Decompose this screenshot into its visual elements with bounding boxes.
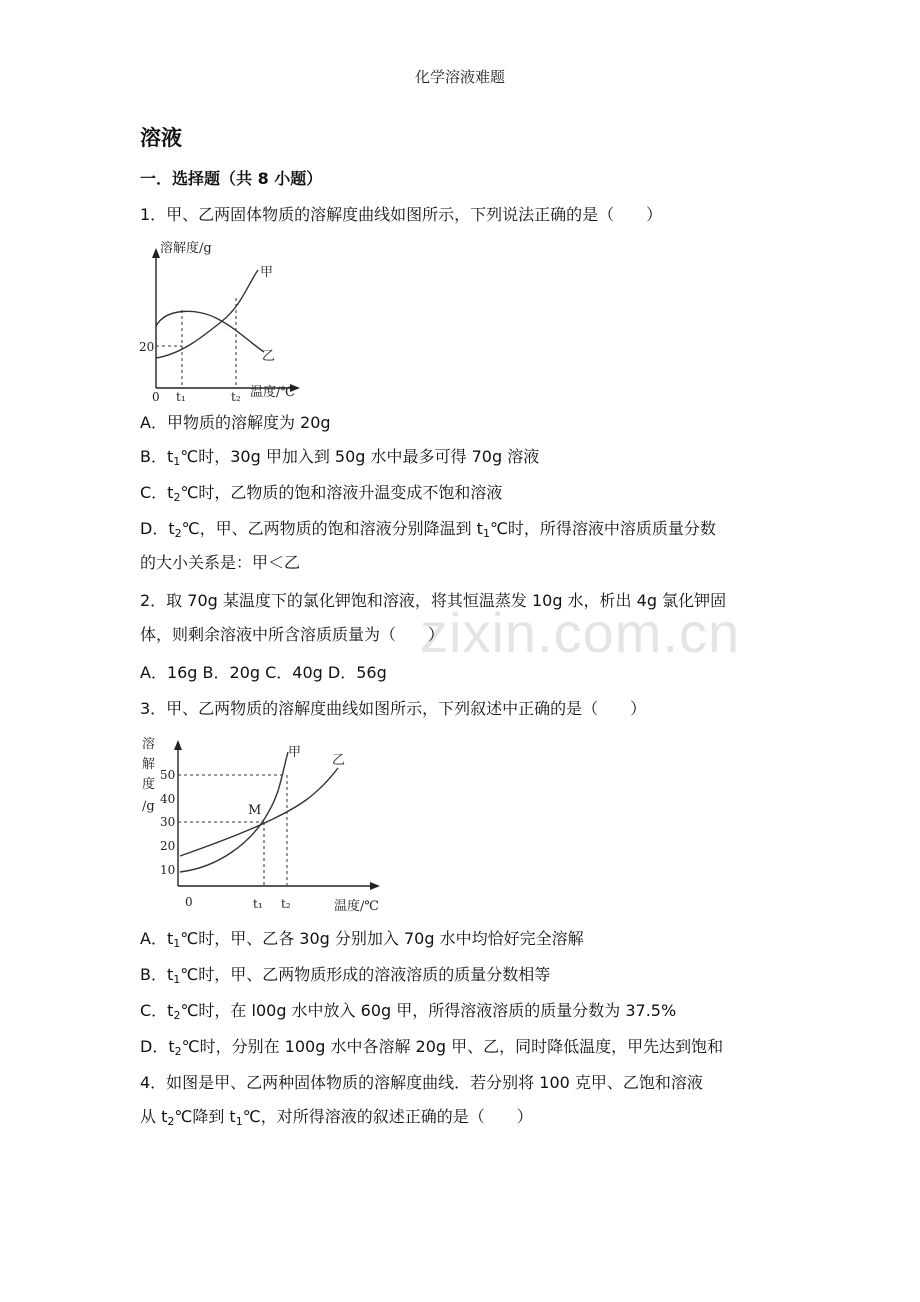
- q3-option-b: B．$t_1℃$时，甲、乙两物质形成的溶液溶质的质量分数相等: [140, 965, 551, 986]
- q4-stem-line1: 4．如图是甲、乙两种固体物质的溶解度曲线．若分别将 100 克甲、乙饱和溶液: [140, 1073, 703, 1092]
- q1-xlabel: 温度/℃: [250, 385, 295, 400]
- q3-ytick-50: 50: [160, 768, 176, 782]
- q1-x-t1: t₁: [176, 390, 186, 404]
- q3-x-t1: t₁: [253, 897, 263, 911]
- q1-x-t2: t₂: [231, 390, 241, 404]
- q3-curve-a-label: 甲: [288, 745, 302, 760]
- q3-figure: [140, 732, 390, 921]
- q1-curve-a-label: 甲: [260, 265, 274, 280]
- q3-ylabel-4: /g: [142, 799, 155, 814]
- q3-point-m: M: [248, 803, 262, 818]
- q3-option-c: C．$t_2℃$时，在 l00g 水中放入 60g 甲，所得溶液溶质的质量分数为 37.5%: [140, 1001, 677, 1022]
- q3-ylabel-3: 度: [142, 777, 156, 792]
- q1-ylabel: 溶解度/g: [160, 241, 212, 256]
- q3-curve-b-label: 乙: [332, 753, 346, 768]
- q3-ytick-20: 20: [160, 839, 176, 853]
- q1-option-c: C．$t_2℃$时，乙物质的饱和溶液升温变成不饱和溶液: [140, 483, 503, 504]
- q3-x-t2: t₂: [281, 897, 291, 911]
- q3-option-d: D．$t_2℃$时，分别在 100g 水中各溶解 20g 甲、乙，同时降低温度，甲先达到饱和: [140, 1037, 724, 1058]
- q1-stem: 1．甲、乙两固体物质的溶解度曲线如图所示，下列说法正确的是（ ）: [140, 205, 663, 224]
- q2-stem-line1: 2．取 70g 某温度下的氯化钾饱和溶液，将其恒温蒸发 10g 水，析出 4g 氯化钾固: [140, 591, 727, 610]
- q3-stem: 3．甲、乙两物质的溶解度曲线如图所示，下列叙述中正确的是（ ）: [140, 699, 647, 718]
- q3-ylabel-1: 溶: [142, 737, 156, 752]
- q3-origin: 0: [185, 895, 193, 909]
- q3-ytick-40: 40: [160, 792, 176, 806]
- q3-ytick-30: 30: [160, 815, 176, 829]
- q1-ytick: 20: [139, 340, 155, 354]
- q1-option-d: D．$t_2℃$，甲、乙两物质的饱和溶液分别降温到 $t_1℃$时，所得溶液中溶质质量分数: [140, 519, 716, 540]
- q3-option-a: A．$t_1℃$时，甲、乙各 30g 分别加入 70g 水中均恰好完全溶解: [140, 929, 584, 950]
- section-title: 溶液: [140, 126, 182, 150]
- q1-curve-b-label: 乙: [262, 349, 276, 364]
- q2-options: A．16g B．20g C．40g D．56g: [140, 663, 387, 682]
- q1-option-d-cont: 的大小关系是：甲＜乙: [140, 553, 301, 572]
- page-header: 化学溶液难题: [414, 68, 505, 86]
- q4-stem-line2: 从 $t_2℃$降到 $t_1℃$，对所得溶液的叙述正确的是（ ）: [140, 1107, 533, 1128]
- q1-origin: 0: [152, 390, 160, 404]
- watermark: zixin.com.cn: [420, 601, 741, 664]
- part-title: 一．选择题（共 8 小题）: [140, 169, 323, 188]
- q3-ylabel-2: 解: [142, 757, 156, 772]
- q3-ytick-10: 10: [160, 863, 176, 877]
- q2-stem-line2: 体，则剩余溶液中所含溶质质量为（ ）: [140, 625, 445, 644]
- q1-option-b: B．$t_1℃$时，30g 甲加入到 50g 水中最多可得 70g 溶液: [140, 447, 540, 468]
- q3-xlabel: 温度/℃: [334, 899, 379, 914]
- q1-option-a: A．甲物质的溶解度为 20g: [140, 413, 331, 432]
- q1-figure: [136, 236, 306, 404]
